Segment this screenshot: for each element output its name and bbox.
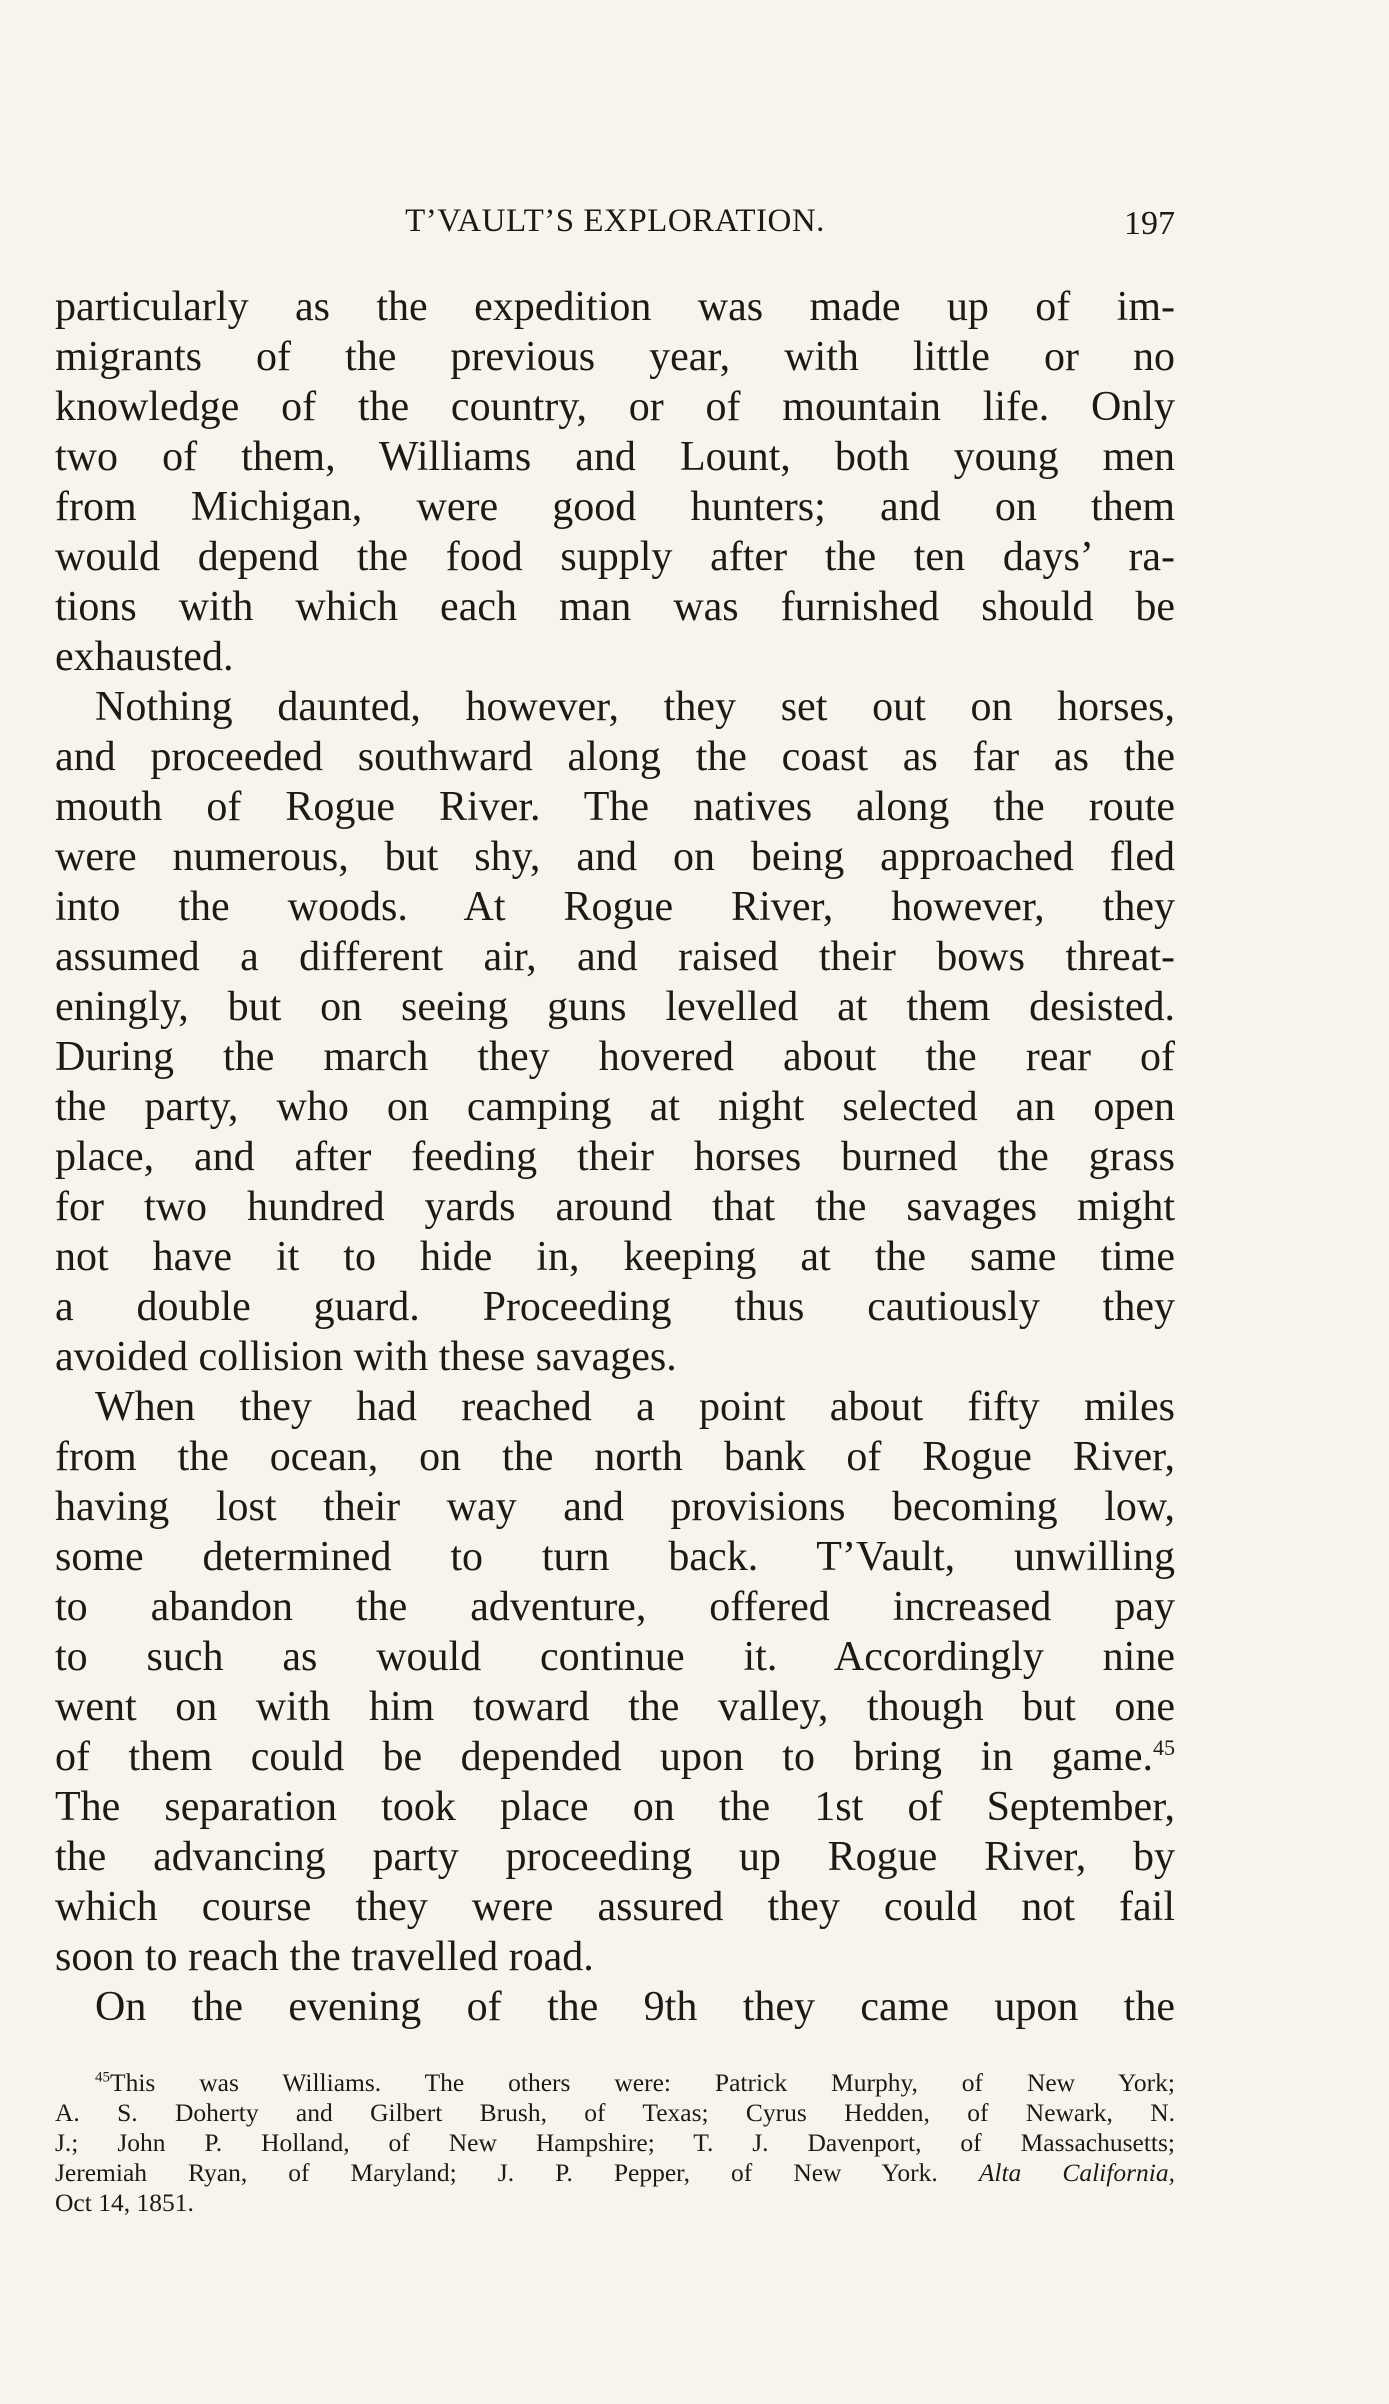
text-line: During the march they hovered about the rear of (55, 1034, 1175, 1080)
footnote-source-title: Alta California, (978, 2158, 1175, 2187)
footnote-text: This was Williams. The others were: Patrick Murphy, of New York; (110, 2068, 1175, 2097)
footnote-line (55, 2068, 1175, 2098)
text-line: Nothing daunted, however, they set out on horses, (95, 684, 1175, 730)
text-line: mouth of Rogue River. The natives along the route (55, 784, 1175, 830)
footnote-reference: 45 (1153, 1735, 1175, 1760)
text-line: knowledge of the country, or of mountain life. Only (55, 384, 1175, 430)
text-line: not have it to hide in, keeping at the same time (55, 1234, 1175, 1280)
text-line: having lost their way and provisions becoming low, (55, 1484, 1175, 1530)
text-line: into the woods. At Rogue River, however, they (55, 884, 1175, 930)
text-line: from the ocean, on the north bank of Rogue River, (55, 1434, 1175, 1480)
text-line: to abandon the adventure, offered increased pay (55, 1584, 1175, 1630)
text-line: assumed a different air, and raised their bows threat- (55, 934, 1175, 980)
text-line-content: of them could be depended upon to bring in game. (55, 1734, 1153, 1780)
text-line: On the evening of the 9th they came upon the (95, 1984, 1175, 2030)
text-line: a double guard. Proceeding thus cautiously they (55, 1284, 1175, 1330)
text-line: soon to reach the travelled road. (55, 1934, 594, 1980)
text-line: tions with which each man was furnished should be (55, 584, 1175, 630)
text-line: place, and after feeding their horses burned the grass (55, 1134, 1175, 1180)
text-line: exhausted. (55, 634, 234, 680)
footnote-text: Jeremiah Ryan, of Maryland; J. P. Pepper, of New York. (55, 2158, 938, 2187)
footnote-line: Oct 14, 1851. (55, 2188, 194, 2217)
footnote-line (55, 2158, 1175, 2188)
running-head (55, 203, 1175, 243)
text-line: two of them, Williams and Lount, both young men (55, 434, 1175, 480)
text-line: The separation took place on the 1st of September, (55, 1784, 1175, 1830)
footnote-line: J.; John P. Holland, of New Hampshire; T. J. Davenport, of Massachusetts; (55, 2128, 1175, 2157)
running-title: T’VAULT’S EXPLORATION. (405, 203, 825, 239)
text-line: were numerous, but shy, and on being approached fled (55, 834, 1175, 880)
text-line: eningly, but on seeing guns levelled at them desisted. (55, 984, 1175, 1030)
text-line: migrants of the previous year, with little or no (55, 334, 1175, 380)
text-line: avoided collision with these savages. (55, 1334, 677, 1380)
text-line: some determined to turn back. T’Vault, unwilling (55, 1534, 1175, 1580)
text-line: and proceeded southward along the coast as far as the (55, 734, 1175, 780)
text-line: would depend the food supply after the ten days’ ra- (55, 534, 1175, 580)
text-line: to such as would continue it. Accordingly nine (55, 1634, 1175, 1680)
footnote-line: A. S. Doherty and Gilbert Brush, of Texas; Cyrus Hedden, of Newark, N. (55, 2098, 1175, 2127)
body-text (55, 282, 1175, 2032)
footnote-marker: 45 (95, 2069, 110, 2086)
text-line: When they had reached a point about fifty miles (95, 1384, 1175, 1430)
footnote (55, 2068, 1175, 2218)
text-line: for two hundred yards around that the savages might (55, 1184, 1175, 1230)
text-line-with-footnote (55, 1732, 1175, 1782)
text-line: from Michigan, were good hunters; and on them (55, 484, 1175, 530)
text-line: the party, who on camping at night selected an open (55, 1084, 1175, 1130)
page-number: 197 (1124, 205, 1175, 242)
text-line: went on with him toward the valley, though but one (55, 1684, 1175, 1730)
text-line: particularly as the expedition was made up of im- (55, 284, 1175, 330)
text-line: which course they were assured they could not fail (55, 1884, 1175, 1930)
text-line: the advancing party proceeding up Rogue River, by (55, 1834, 1175, 1880)
